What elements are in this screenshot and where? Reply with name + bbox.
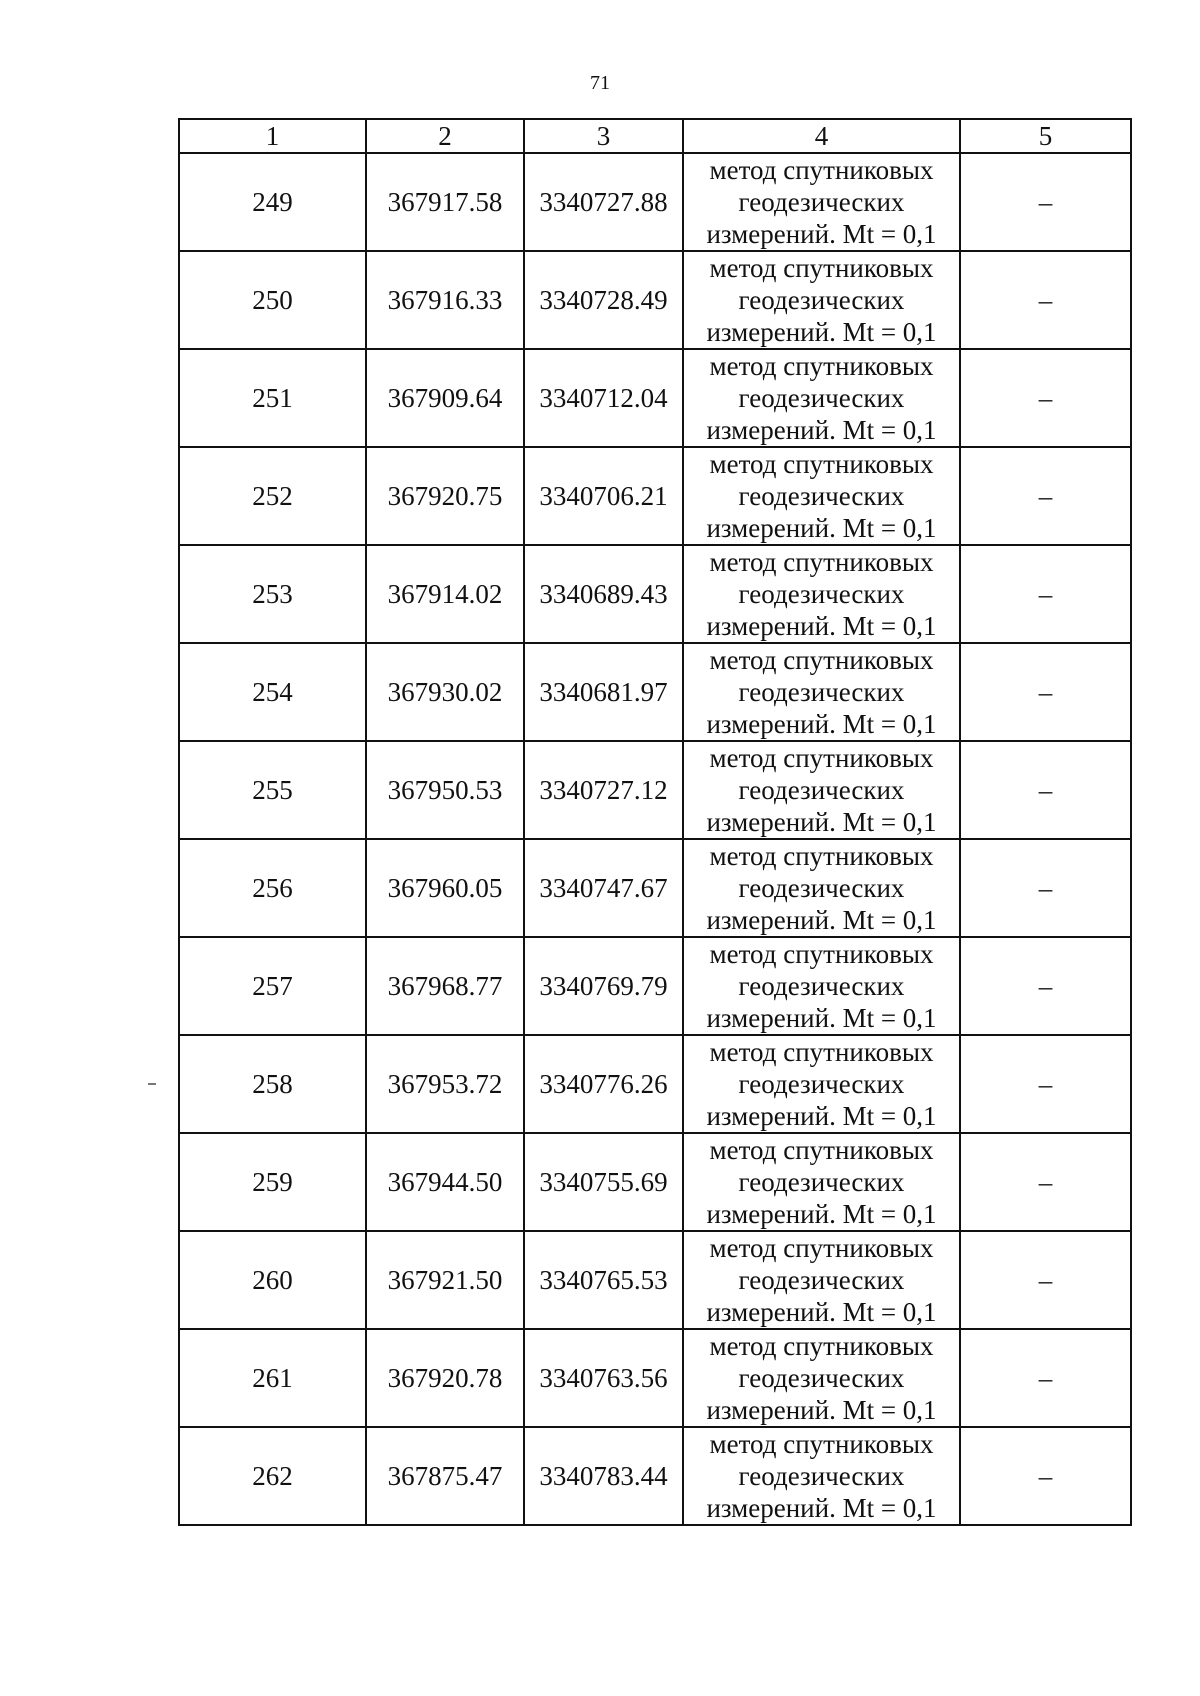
- table-row: [179, 937, 1131, 1035]
- method-line: геодезических: [738, 775, 905, 805]
- coordinate-x-cell: 367875.47: [366, 1427, 524, 1525]
- coordinate-y-cell: 3340755.69: [524, 1133, 683, 1231]
- column-header: 1: [179, 119, 366, 153]
- method-line: геодезических: [738, 1461, 905, 1491]
- method-line: измерений. Mt = 0,1: [706, 219, 937, 249]
- coordinate-y-cell: 3340776.26: [524, 1035, 683, 1133]
- method-cell: [683, 741, 960, 839]
- note-cell: –: [960, 1035, 1131, 1133]
- method-line: геодезических: [738, 873, 905, 903]
- method-line: метод спутниковых: [709, 1331, 934, 1361]
- table-row: [179, 545, 1131, 643]
- method-cell: [683, 1035, 960, 1133]
- coordinate-y-cell: 3340728.49: [524, 251, 683, 349]
- coordinate-x-cell: 367953.72: [366, 1035, 524, 1133]
- coordinate-y-cell: 3340747.67: [524, 839, 683, 937]
- point-number-cell: 262: [179, 1427, 366, 1525]
- method-line: геодезических: [738, 285, 905, 315]
- method-line: геодезических: [738, 1069, 905, 1099]
- note-cell: –: [960, 545, 1131, 643]
- coordinate-y-cell: 3340706.21: [524, 447, 683, 545]
- note-cell: –: [960, 1133, 1131, 1231]
- method-line: метод спутниковых: [709, 841, 934, 871]
- point-number-cell: 253: [179, 545, 366, 643]
- table-row: [179, 1035, 1131, 1133]
- coordinate-y-cell: 3340689.43: [524, 545, 683, 643]
- method-cell: [683, 545, 960, 643]
- method-line: измерений. Mt = 0,1: [706, 1297, 937, 1327]
- table-row: [179, 1329, 1131, 1427]
- coordinate-x-cell: 367909.64: [366, 349, 524, 447]
- note-cell: –: [960, 447, 1131, 545]
- method-line: измерений. Mt = 0,1: [706, 1493, 937, 1523]
- point-number-cell: 259: [179, 1133, 366, 1231]
- point-number-cell: 260: [179, 1231, 366, 1329]
- method-line: геодезических: [738, 481, 905, 511]
- point-number-cell: 261: [179, 1329, 366, 1427]
- column-header: 2: [366, 119, 524, 153]
- coordinate-x-cell: 367916.33: [366, 251, 524, 349]
- method-line: геодезических: [738, 677, 905, 707]
- method-line: метод спутниковых: [709, 1429, 934, 1459]
- point-number-cell: 256: [179, 839, 366, 937]
- coordinate-x-cell: 367944.50: [366, 1133, 524, 1231]
- method-line: метод спутниковых: [709, 1233, 934, 1263]
- table-row: [179, 251, 1131, 349]
- note-cell: –: [960, 839, 1131, 937]
- method-line: измерений. Mt = 0,1: [706, 611, 937, 641]
- coordinate-x-cell: 367921.50: [366, 1231, 524, 1329]
- method-line: метод спутниковых: [709, 645, 934, 675]
- method-line: метод спутниковых: [709, 1135, 934, 1165]
- table-row: [179, 1231, 1131, 1329]
- method-line: измерений. Mt = 0,1: [706, 415, 937, 445]
- method-cell: [683, 447, 960, 545]
- coordinate-y-cell: 3340763.56: [524, 1329, 683, 1427]
- scan-mark: [148, 1083, 156, 1085]
- method-cell: [683, 839, 960, 937]
- method-line: геодезических: [738, 579, 905, 609]
- method-line: метод спутниковых: [709, 351, 934, 381]
- method-line: геодезических: [738, 187, 905, 217]
- point-number-cell: 250: [179, 251, 366, 349]
- method-line: измерений. Mt = 0,1: [706, 1101, 937, 1131]
- method-line: геодезических: [738, 1265, 905, 1295]
- method-cell: [683, 349, 960, 447]
- method-cell: [683, 1329, 960, 1427]
- method-cell: [683, 1231, 960, 1329]
- method-line: измерений. Mt = 0,1: [706, 317, 937, 347]
- coordinate-y-cell: 3340712.04: [524, 349, 683, 447]
- table-row: [179, 447, 1131, 545]
- coordinate-x-cell: 367917.58: [366, 153, 524, 251]
- coordinate-y-cell: 3340727.12: [524, 741, 683, 839]
- table-header-row: [179, 119, 1131, 153]
- method-line: метод спутниковых: [709, 743, 934, 773]
- coordinate-y-cell: 3340769.79: [524, 937, 683, 1035]
- method-line: измерений. Mt = 0,1: [706, 513, 937, 543]
- method-line: метод спутниковых: [709, 939, 934, 969]
- point-number-cell: 249: [179, 153, 366, 251]
- note-cell: –: [960, 1329, 1131, 1427]
- note-cell: –: [960, 741, 1131, 839]
- method-line: геодезических: [738, 1363, 905, 1393]
- column-header: 3: [524, 119, 683, 153]
- method-line: измерений. Mt = 0,1: [706, 1199, 937, 1229]
- point-number-cell: 252: [179, 447, 366, 545]
- note-cell: –: [960, 153, 1131, 251]
- column-header: 5: [960, 119, 1131, 153]
- coordinate-x-cell: 367920.78: [366, 1329, 524, 1427]
- method-line: измерений. Mt = 0,1: [706, 1003, 937, 1033]
- point-number-cell: 255: [179, 741, 366, 839]
- coordinate-x-cell: 367950.53: [366, 741, 524, 839]
- method-line: измерений. Mt = 0,1: [706, 709, 937, 739]
- point-number-cell: 257: [179, 937, 366, 1035]
- method-line: измерений. Mt = 0,1: [706, 1395, 937, 1425]
- method-line: метод спутниковых: [709, 253, 934, 283]
- coordinate-x-cell: 367930.02: [366, 643, 524, 741]
- method-line: метод спутниковых: [709, 449, 934, 479]
- method-cell: [683, 643, 960, 741]
- method-cell: [683, 1133, 960, 1231]
- coordinate-x-cell: 367914.02: [366, 545, 524, 643]
- coordinate-y-cell: 3340765.53: [524, 1231, 683, 1329]
- method-line: геодезических: [738, 383, 905, 413]
- coordinate-x-cell: 367968.77: [366, 937, 524, 1035]
- coordinate-y-cell: 3340783.44: [524, 1427, 683, 1525]
- method-line: метод спутниковых: [709, 1037, 934, 1067]
- note-cell: –: [960, 1427, 1131, 1525]
- note-cell: –: [960, 937, 1131, 1035]
- point-number-cell: 251: [179, 349, 366, 447]
- note-cell: –: [960, 643, 1131, 741]
- method-line: геодезических: [738, 1167, 905, 1197]
- page-number: 71: [590, 72, 610, 94]
- note-cell: –: [960, 251, 1131, 349]
- coordinate-x-cell: 367920.75: [366, 447, 524, 545]
- table-row: [179, 741, 1131, 839]
- method-line: метод спутниковых: [709, 155, 934, 185]
- table-row: [179, 1427, 1131, 1525]
- method-cell: [683, 153, 960, 251]
- table-row: [179, 643, 1131, 741]
- method-line: измерений. Mt = 0,1: [706, 905, 937, 935]
- table-row: [179, 1133, 1131, 1231]
- table-row: [179, 153, 1131, 251]
- point-number-cell: 258: [179, 1035, 366, 1133]
- coordinate-y-cell: 3340681.97: [524, 643, 683, 741]
- coordinates-table: [178, 118, 1132, 1526]
- method-line: метод спутниковых: [709, 547, 934, 577]
- table-row: [179, 349, 1131, 447]
- coordinate-y-cell: 3340727.88: [524, 153, 683, 251]
- method-cell: [683, 937, 960, 1035]
- method-line: геодезических: [738, 971, 905, 1001]
- method-cell: [683, 251, 960, 349]
- note-cell: –: [960, 349, 1131, 447]
- method-cell: [683, 1427, 960, 1525]
- method-line: измерений. Mt = 0,1: [706, 807, 937, 837]
- point-number-cell: 254: [179, 643, 366, 741]
- column-header: 4: [683, 119, 960, 153]
- coordinate-x-cell: 367960.05: [366, 839, 524, 937]
- note-cell: –: [960, 1231, 1131, 1329]
- table-row: [179, 839, 1131, 937]
